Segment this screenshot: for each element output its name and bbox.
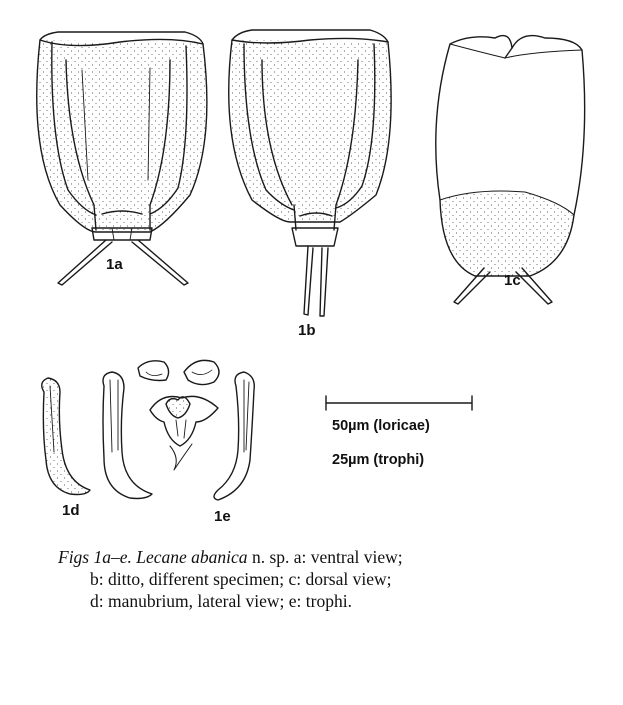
label-1d: 1d: [62, 502, 80, 519]
figure-caption: [58, 546, 598, 612]
lorica-1b-drawing: [229, 30, 391, 316]
label-1c: 1c: [504, 272, 521, 289]
caption-line1-rest: n. sp. a: ventral view;: [247, 547, 403, 567]
label-1e: 1e: [214, 508, 231, 525]
caption-species: Lecane abanica: [136, 547, 248, 567]
caption-prefix: Figs 1a–e.: [58, 547, 132, 567]
scale-loricae: 50µm (loricae): [332, 418, 430, 434]
trophi-1e-drawing: [103, 360, 254, 500]
caption-line3: d: manubrium, lateral view; e: trophi.: [90, 591, 352, 611]
lorica-1a-drawing: [37, 32, 207, 285]
label-1b: 1b: [298, 322, 316, 339]
caption-line2: b: ditto, different specimen; c: dorsal view;: [90, 569, 392, 589]
lorica-1c-drawing: [436, 36, 585, 304]
scale-trophi: 25µm (trophi): [332, 452, 425, 468]
label-1a: 1a: [106, 256, 123, 273]
manubrium-1d-drawing: [42, 378, 90, 495]
scale-bar: [326, 396, 472, 410]
